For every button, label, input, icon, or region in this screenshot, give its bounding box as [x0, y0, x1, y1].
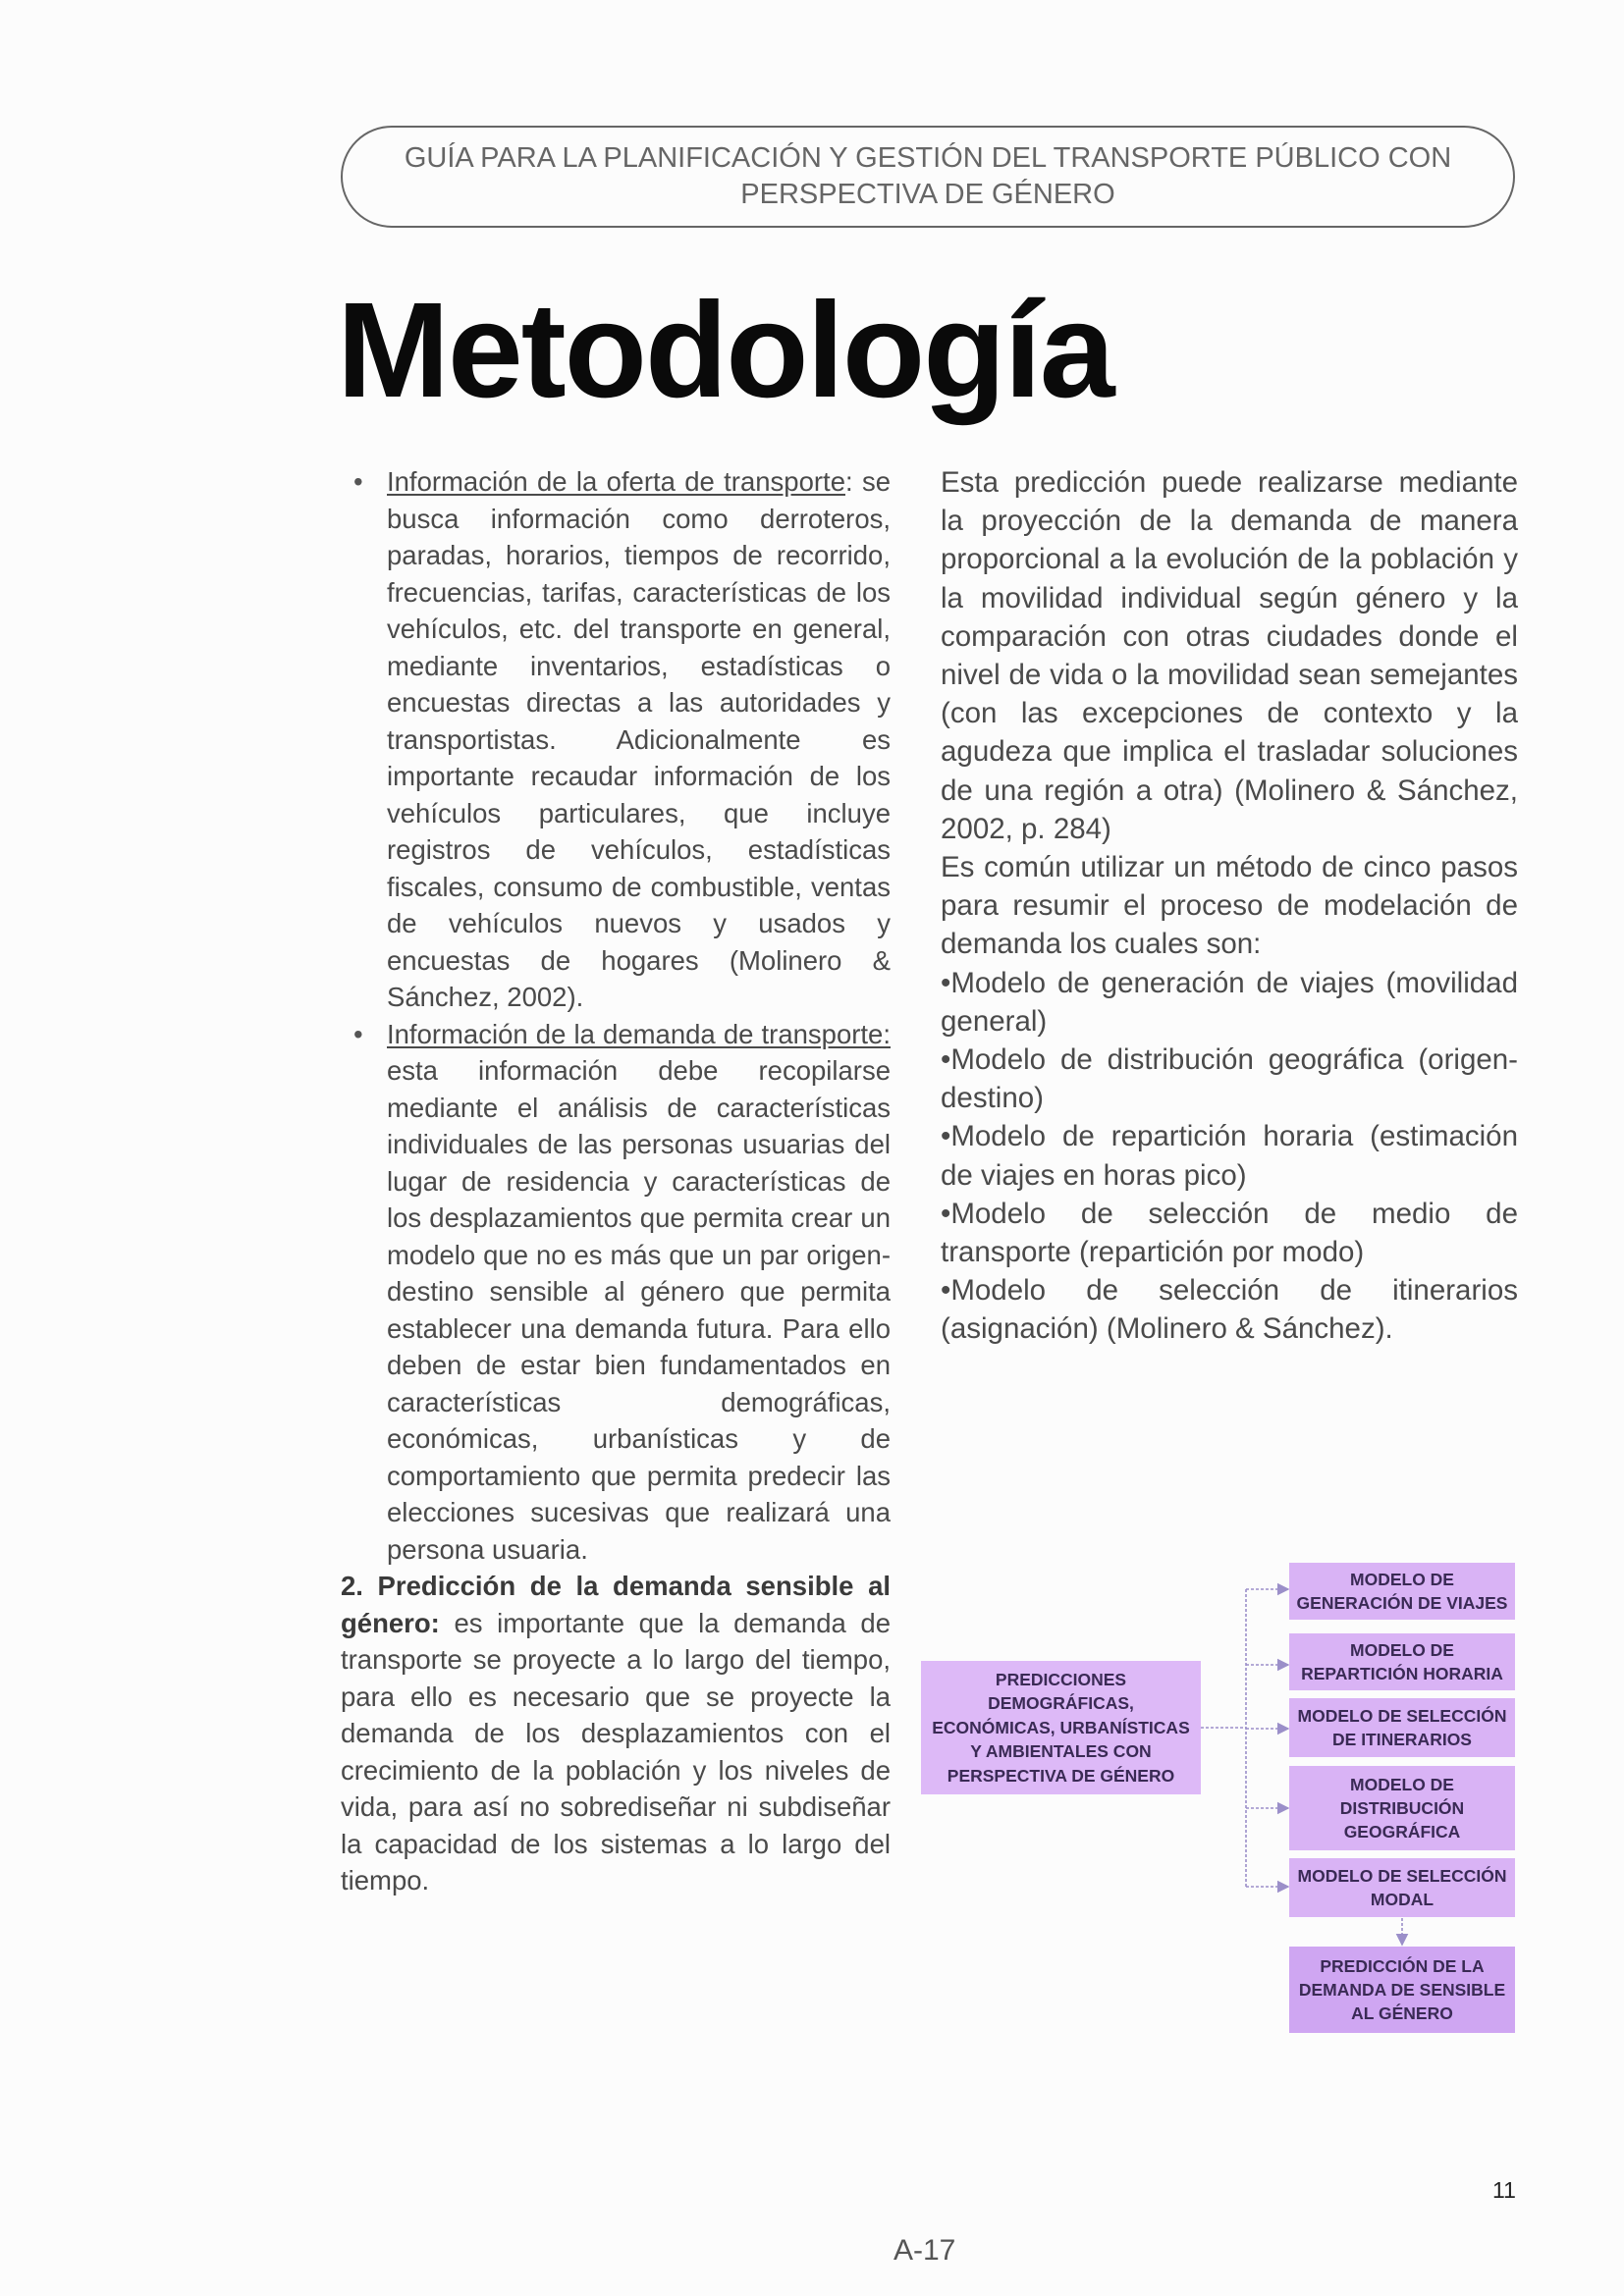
- section-2-text: es importante que la demanda de transporte se proyecte a lo largo del tiempo, para ello es necesario que se proyecte la demanda de los desplazamientos con el crecimiento de la población y los niveles de vida, para así no sobrediseñar ni subdiseñar la capacidad de los sistemas a lo largo del tiempo.: [341, 1607, 891, 1896]
- document-header: [341, 126, 1515, 228]
- right-column: [941, 463, 1518, 1349]
- prediction-paragraph: Esta predicción puede realizarse mediante la proyección de la demanda de manera proporcional a la evolución de la población y la movilidad individual según género y la comparación con otras ciudades donde el nivel de vida o la movilidad sean semejantes (con las excepciones de contexto y la agudeza que implica el trasladar soluciones de una región a otra) (Molinero & Sánchez, 2002, p. 284): [941, 466, 1518, 845]
- section-2-heading: 2. Predicción de la demanda sensible al género:: [341, 1571, 891, 1638]
- diagram-model-generacion: [1289, 1563, 1515, 1620]
- page-title: Metodología: [337, 275, 1113, 426]
- diagram-model-label: MODELO DE GENERACIÓN DE VIAJES: [1296, 1570, 1508, 1613]
- diagram-model-label: MODELO DE REPARTICIÓN HORARIA: [1301, 1640, 1503, 1683]
- bullet-oferta-text: : se busca información como derroteros, paradas, horarios, tiempos de recorrido, frecuencias, tarifas, características de los vehículos, etc. del transporte en general, mediante inventarios, estadísticas o encuestas directas a las autoridades y transportistas. Adicionalmente es importante recaudar información de los vehículos particulares, que incluye registros de vehículos, estadísticas fiscales, consumo de combustible, ventas de vehículos nuevos y usados y encuestas de hogares (Molinero & Sánchez, 2002).: [387, 466, 891, 1012]
- step-seleccion-itinerarios: •Modelo de selección de itinerarios (asignación) (Molinero & Sánchez).: [941, 1274, 1518, 1346]
- bullet-oferta-term: Información de la oferta de transporte: [387, 466, 845, 497]
- diagram-model-itinerarios: [1289, 1698, 1515, 1757]
- diagram-model-label: MODELO DE SELECCIÓN MODAL: [1297, 1866, 1507, 1909]
- bullet-demanda-text: esta información debe recopilarse mediante el análisis de características individuales de las personas usuarias del lugar de residencia y características de los desplazamientos que permita crear un modelo que no es más que un par origen-destino sensible al género que permita establecer una demanda futura. Para ello deben de estar bien fundamentados en características demográficas, económicas, urbanísticas y de comportamiento que permita predecir las elecciones sucesivas que realizará una persona usuaria.: [387, 1055, 891, 1565]
- diagram-source-label: PREDICCIONES DEMOGRÁFICAS, ECONÓMICAS, URBANÍSTICAS Y AMBIENTALES CON PERSPECTIVA DE GÉNERO: [932, 1669, 1190, 1786]
- diagram-model-reparticion: [1289, 1633, 1515, 1690]
- diagram-model-modal: [1289, 1858, 1515, 1917]
- bullet-demanda-term: Información de la demanda de transporte:: [387, 1018, 891, 1049]
- diagram-model-distribucion: [1289, 1766, 1515, 1850]
- header-line-2: PERSPECTIVA DE GÉNERO: [740, 179, 1115, 210]
- diagram-result-box: [1289, 1947, 1515, 2033]
- info-bullet-list: [341, 463, 891, 1568]
- header-line-1: GUÍA PARA LA PLANIFICACIÓN Y GESTIÓN DEL TRANSPORTE PÚBLICO CON: [404, 142, 1452, 174]
- diagram-model-label: MODELO DE DISTRIBUCIÓN GEOGRÁFICA: [1339, 1775, 1465, 1842]
- bullet-demanda: [387, 1016, 891, 1569]
- step-reparticion: •Modelo de repartición horaria (estimación de viajes en horas pico): [941, 1120, 1518, 1192]
- section-2-paragraph: [341, 1568, 891, 1899]
- step-generacion: •Modelo de generación de viajes (movilidad general): [941, 966, 1518, 1038]
- step-seleccion-medio: •Modelo de selección de medio de transporte (repartición por modo): [941, 1197, 1518, 1269]
- diagram-model-label: MODELO DE SELECCIÓN DE ITINERARIOS: [1297, 1706, 1507, 1749]
- bullet-oferta: [387, 463, 891, 1016]
- left-column: [341, 463, 891, 1899]
- page-number: 11: [1492, 2177, 1516, 2203]
- diagram-source-box: [921, 1661, 1201, 1794]
- step-distribucion: •Modelo de distribución geográfica (origen-destino): [941, 1043, 1518, 1115]
- footer-page-code: A-17: [893, 2234, 956, 2267]
- diagram-result-label: PREDICCIÓN DE LA DEMANDA DE SENSIBLE AL GÉNERO: [1298, 1956, 1506, 2023]
- method-paragraph: Es común utilizar un método de cinco pasos para resumir el proceso de modelación de demanda los cuales son:: [941, 851, 1518, 961]
